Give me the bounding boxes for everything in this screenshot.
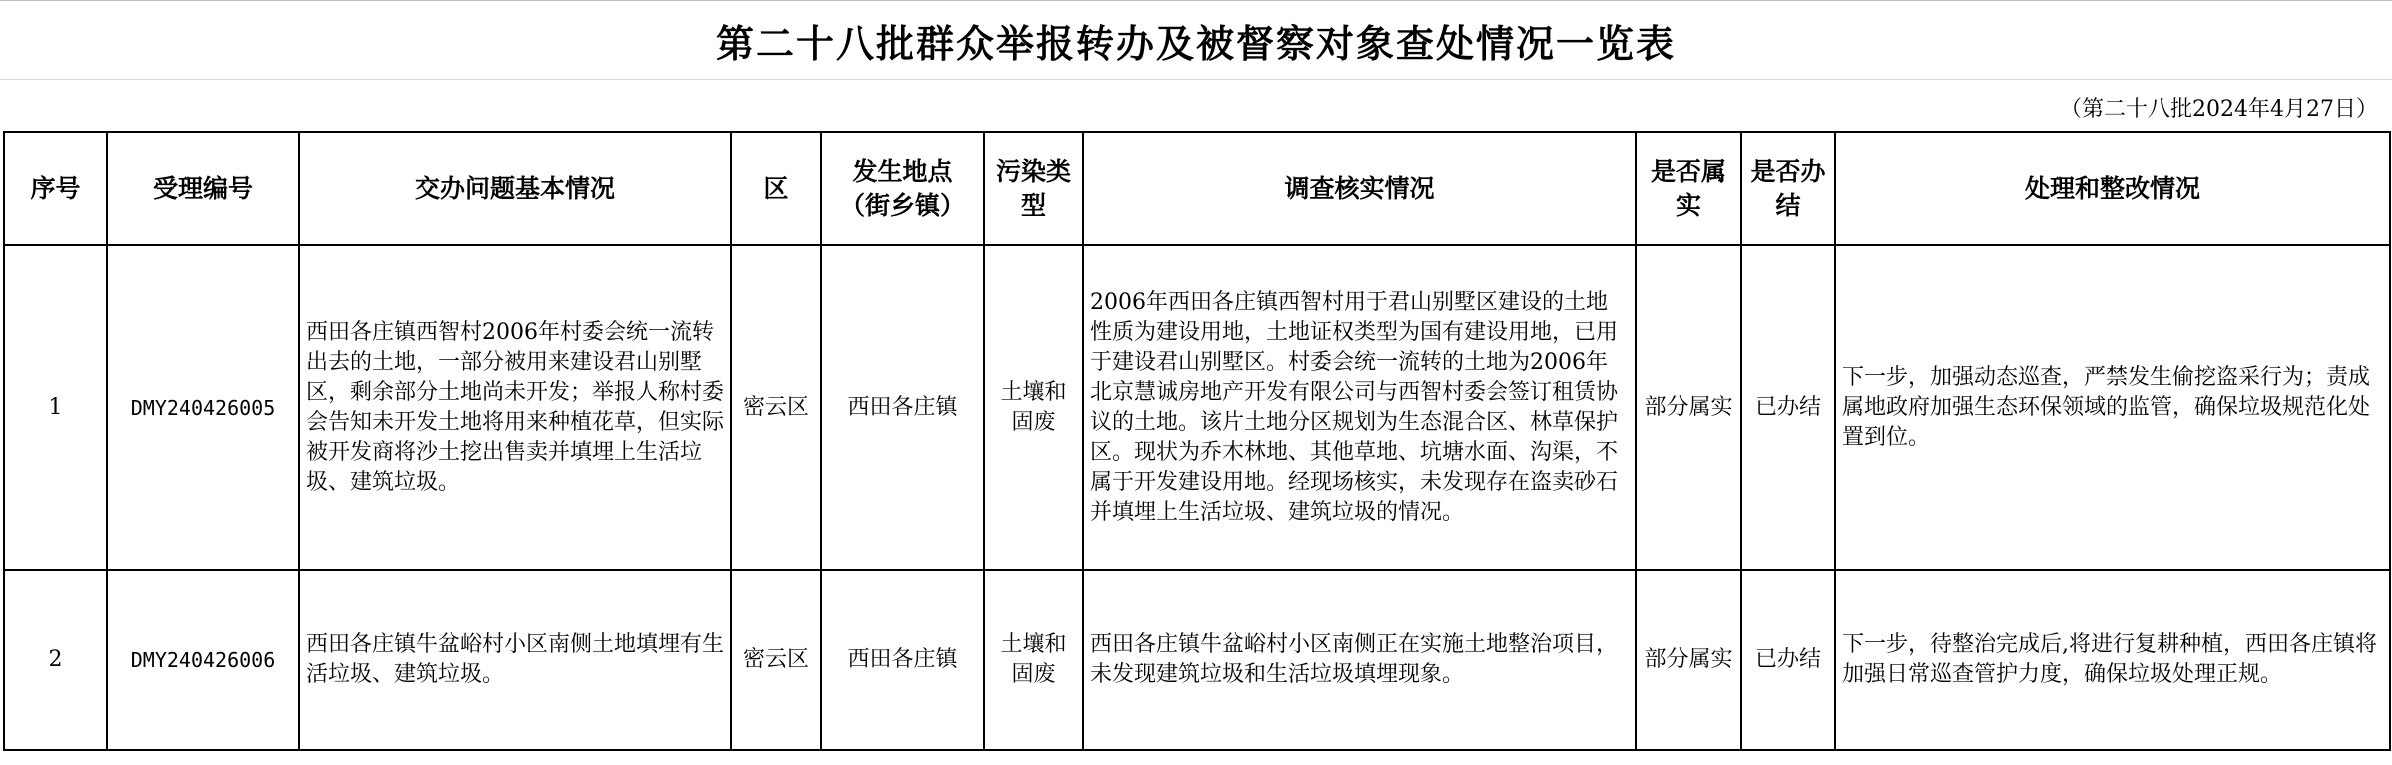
cell-handling: 下一步，加强动态巡查，严禁发生偷挖盗采行为；责成属地政府加强生态环保领域的监管，确保垃圾规范化处置到位。 bbox=[1835, 245, 2390, 570]
case-table bbox=[3, 131, 2391, 751]
header-investigation: 调查核实情况 bbox=[1083, 132, 1636, 245]
header-verified: 是否属实 bbox=[1636, 132, 1741, 245]
cell-issue: 西田各庄镇西智村2006年村委会统一流转出去的土地，一部分被用来建设君山别墅区，剩余部分土地尚未开发；举报人称村委会告知未开发土地将用来种植花草，但实际被开发商将沙土挖出售卖并填埋上生活垃圾、建筑垃圾。 bbox=[299, 245, 731, 570]
cell-investigation: 西田各庄镇牛盆峪村小区南侧正在实施土地整治项目，未发现建筑垃圾和生活垃圾填埋现象。 bbox=[1083, 570, 1636, 750]
cell-pollution: 土壤和固废 bbox=[984, 245, 1083, 570]
header-code: 受理编号 bbox=[107, 132, 299, 245]
cell-seq: 2 bbox=[4, 570, 107, 750]
cell-closed: 已办结 bbox=[1741, 245, 1835, 570]
cell-code: DMY240426006 bbox=[107, 570, 299, 750]
cell-location: 西田各庄镇 bbox=[821, 570, 984, 750]
cell-pollution: 土壤和固废 bbox=[984, 570, 1083, 750]
cell-verified: 部分属实 bbox=[1636, 570, 1741, 750]
header-pollution: 污染类型 bbox=[984, 132, 1083, 245]
batch-date-note: （第二十八批2024年4月27日） bbox=[2060, 97, 2378, 122]
cell-district: 密云区 bbox=[731, 245, 821, 570]
header-handling: 处理和整改情况 bbox=[1835, 132, 2390, 245]
header-location: 发生地点（街乡镇） bbox=[821, 132, 984, 245]
cell-handling: 下一步，待整治完成后,将进行复耕种植，西田各庄镇将加强日常巡查管护力度，确保垃圾处理正规。 bbox=[1835, 570, 2390, 750]
cell-verified: 部分属实 bbox=[1636, 245, 1741, 570]
table-row bbox=[4, 570, 2390, 750]
header-issue: 交办问题基本情况 bbox=[299, 132, 731, 245]
cell-closed: 已办结 bbox=[1741, 570, 1835, 750]
table-header-row bbox=[4, 132, 2390, 245]
cell-district: 密云区 bbox=[731, 570, 821, 750]
table-row bbox=[4, 245, 2390, 570]
page-title: 第二十八批群众举报转办及被督察对象查处情况一览表 bbox=[0, 0, 2392, 80]
header-closed: 是否办结 bbox=[1741, 132, 1835, 245]
cell-seq: 1 bbox=[4, 245, 107, 570]
cell-location: 西田各庄镇 bbox=[821, 245, 984, 570]
header-district: 区 bbox=[731, 132, 821, 245]
cell-issue: 西田各庄镇牛盆峪村小区南侧土地填埋有生活垃圾、建筑垃圾。 bbox=[299, 570, 731, 750]
cell-code: DMY240426005 bbox=[107, 245, 299, 570]
header-seq: 序号 bbox=[4, 132, 107, 245]
cell-investigation: 2006年西田各庄镇西智村用于君山别墅区建设的土地性质为建设用地，土地证权类型为国有建设用地，已用于建设君山别墅区。村委会统一流转的土地为2006年北京慧诚房地产开发有限公司与西智村委会签订租赁协议的土地。该片土地分区规划为生态混合区、林草保护区。现状为乔木林地、其他草地、坑塘水面、沟渠，不属于开发建设用地。经现场核实，未发现存在盗卖砂石并填埋上生活垃圾、建筑垃圾的情况。 bbox=[1083, 245, 1636, 570]
